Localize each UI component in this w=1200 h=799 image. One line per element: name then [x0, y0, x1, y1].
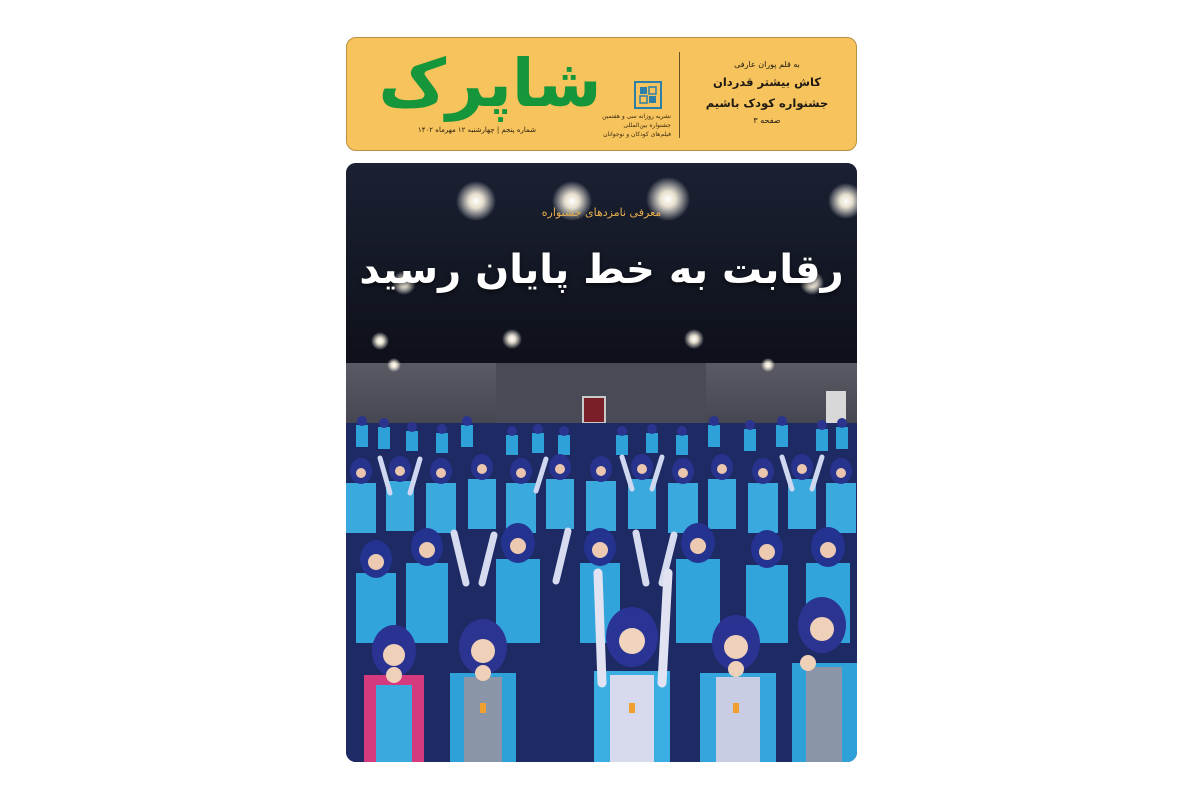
teaser-box[interactable]: [687, 58, 847, 127]
tagline-line-1: نشریه روزانه سی و هفتمین: [602, 113, 671, 120]
masthead-tagline: [601, 112, 671, 139]
teaser-title-line-2: جشنواره کودک باشیم: [705, 96, 829, 110]
tagline-line-3: فیلم‌های کودکان و نوجوانان: [603, 131, 671, 138]
tagline-line-2: جشنواره بین‌المللی: [623, 122, 671, 129]
cover-kicker: معرفی نامزدهای جشنواره: [541, 206, 662, 219]
newspaper-cover: [346, 37, 857, 762]
cover-photo: [346, 163, 857, 762]
issue-info: شماره پنجم | چهارشنبه ۱۲ مهرماه ۱۴۰۲: [418, 126, 536, 134]
teaser-page-ref: صفحه ۳: [753, 116, 781, 125]
cover-headline[interactable]: رقابت به خط پایان رسید: [359, 247, 844, 293]
festival-emblem-icon: [633, 80, 663, 110]
logo: شاپرک: [378, 45, 602, 122]
teaser-author: به قلم پوران عارفی: [734, 60, 800, 69]
masthead: [346, 37, 857, 151]
header-divider: [679, 52, 680, 138]
teaser-title-line-1: کاش بیشتر قدردان: [713, 75, 821, 89]
